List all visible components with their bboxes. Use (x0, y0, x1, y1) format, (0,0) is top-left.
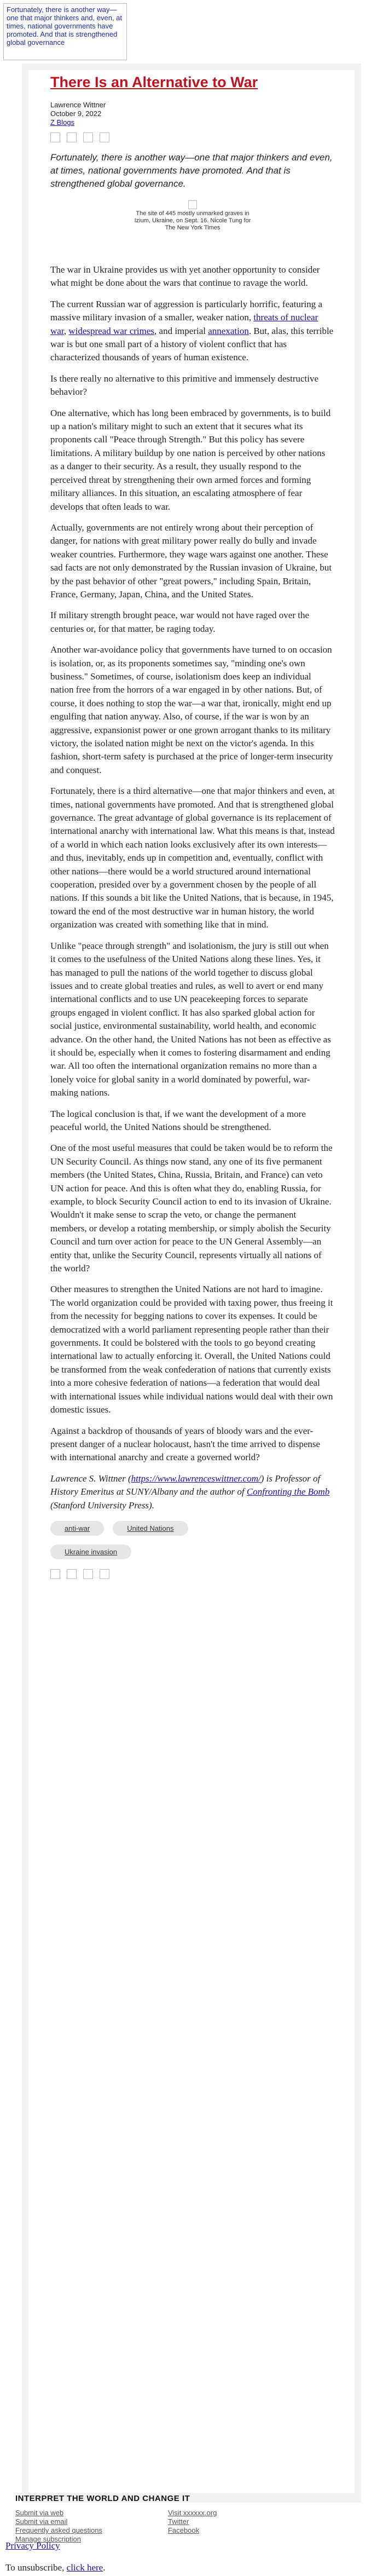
article-body (50, 263, 335, 1512)
paragraph: If military strength brought peace, war would not have raged over the centuries or, for that matter, be raging today. (50, 610, 310, 634)
unsubscribe-link[interactable]: click here (66, 2562, 103, 2573)
paragraph: Unlike "peace through strength" and isolationism, the jury is still out when it comes to the usefulness of the United Nations along these lines. Yes, it has managed to pull the nations of the world together to discuss global issues and to create global treaties and rules, as well to avert or end many international conflicts and to use UN peacekeeping forces to separate groups engaged in violent conflict. It has also sparked global action for social justice, environmental sustainability, world health, and economic advance. On the other hand, the United Nations has not been as effective as it should be, especially when it comes to fostering disarmament and ending war. All too often the international organization remains no more than a lonely voice for global sanity in a world dominated by powerful, war-making nations. (50, 940, 331, 1098)
share-email-icon[interactable] (83, 1569, 93, 1579)
unsubscribe-line: To unsubscribe, click here. (5, 2562, 106, 2573)
paragraph: Is there really no alternative to this primitive and immensely destructive behavior? (50, 373, 319, 397)
book-link[interactable]: Confronting the Bomb (246, 1486, 330, 1497)
article-title[interactable]: There Is an Alternative to War (50, 74, 258, 90)
paragraph: Other measures to strengthen the United Nations are not hard to imagine. The world organization could be provided with taxing power, thus freeing it from the necessity for begging nations to cover its expenses. It could be democratized with a world parliament representing people rather than their governments. It could be bolstered with the tools to go beyond creating international law to actually enforcing it. Overall, the United Nations could be transformed from the weak confederation of nations that currently exists into a more cohesive federation of nations—a federation that would deal with international issues while individual nations would deal with their own domestic issues. (50, 1284, 333, 1415)
privacy-policy-link[interactable]: Privacy Policy (5, 2540, 60, 2551)
paragraph: Actually, governments are not entirely wrong about their perception of danger, for nations with great military power really do bully and invade weaker countries. Furthermore, they wage wars against one another. These sad facts are not only demonstrated by the Russian invasion of Ukraine, but by the past behavior of other "great powers," including Spain, Britain, France, Germany, Japan, China, and the United States. (50, 522, 332, 600)
share-facebook-icon[interactable] (50, 132, 60, 142)
link-nuclear-threats[interactable]: threats of nuclear war (50, 312, 318, 336)
text: To unsubscribe, (5, 2562, 67, 2573)
paragraph: Fortunately, there is a third alternative—one that major thinkers and even, at times, national governments have promoted. And that is strengthened global governance. The great advantage of global governance is its replacement of international anarchy with international law. What this means is that, instead of a world in which each nation looks exclusively after its own interests—and thus, inevitably, ends up in competition and, eventually, conflict with other nations—there would be a world structured around international cooperation, presided over by a government chosen by the people of all nations. If this sounds a bit like the United Nations, that is because, in 1945, toward the end of the most destructive war in human history, the world organization was created with something like that in mind. (50, 786, 335, 930)
broken-image-icon (188, 200, 197, 209)
tag-anti-war[interactable]: anti-war (50, 1521, 104, 1536)
footer (15, 2494, 368, 2544)
tag-list (50, 1521, 231, 1559)
share-print-icon[interactable] (100, 132, 109, 142)
share-facebook-icon[interactable] (50, 1569, 60, 1579)
footer-col-submit (15, 2509, 102, 2544)
text: , and imperial (154, 325, 208, 336)
author-website-link[interactable]: https://www.lawrenceswittner.com/ (131, 1473, 261, 1484)
paragraph: The war in Ukraine provides us with yet another opportunity to consider what might be done about the wars that continue to ravage the world. (50, 264, 320, 289)
submit-web-link[interactable]: Submit via web (15, 2509, 64, 2517)
paragraph: Against a backdrop of thousands of years of bloody wars and the ever-present danger of a nuclear holocaust, hasn't the time arrived to dispense with international anarchy and create a governed world? (50, 1425, 321, 1463)
visit-site-link[interactable]: Visit xxxxxx.org (167, 2509, 217, 2517)
paragraph: One alternative, which has long been embraced by governments, is to build up a nation's military might to such an extent that it secures what its proponents call "Peace through Strength." But this policy has severe limitations. A military buildup by one nation is perceived by other nations as a danger to their security. As a result, they usually respond to the perceived threat by strengthening their own armed forces and forming military alliances. In this situation, an escalating atmosphere of fear develops that often leads to war. (50, 407, 331, 512)
bio-name: Lawrence S. Wittner (50, 1473, 126, 1484)
text: , (63, 325, 69, 336)
facebook-link[interactable]: Facebook (167, 2526, 200, 2534)
author-link[interactable]: Z Blogs (50, 118, 75, 126)
bottom-share-bar (50, 1569, 335, 1579)
article-container (28, 70, 355, 2493)
manage-subscription-link[interactable]: Manage subscription (15, 2535, 81, 2543)
header-image-alt[interactable]: Fortunately, there is another way—one that major thinkers and, even, at times, national governments have promoted. And that is strengthened global governance (3, 3, 127, 60)
link-annexation[interactable]: annexation (208, 325, 249, 336)
text: The current Russian war of aggression is particularly horrific, featuring a massive military invasion of a smaller, weaker nation, (50, 298, 323, 323)
tag-ukraine-invasion[interactable]: Ukraine invasion (50, 1545, 131, 1559)
submit-email-link[interactable]: Submit via email (15, 2517, 68, 2526)
share-twitter-icon[interactable] (67, 1569, 77, 1579)
text: ) is Professor of History Emeritus at SUNY/Albany and the author of (50, 1473, 321, 1497)
text: . But, alas, this terrible war is but one small part of a history of violent conflict that has characterized thousands of years of human existence. (50, 325, 334, 363)
share-bar (50, 132, 335, 142)
author-bio: Lawrence S. Wittner (https://www.lawrenceswittner.com/) is Professor of History Emeritus at SUNY/Albany and the author of Confronting the Bomb (Stanford University Press). (50, 1473, 330, 1511)
share-twitter-icon[interactable] (67, 132, 77, 142)
article-photo (131, 200, 254, 232)
author-name: Lawrence Wittner (50, 101, 106, 109)
faq-link[interactable]: Frequently asked questions (15, 2526, 102, 2534)
twitter-link[interactable]: Twitter (167, 2517, 189, 2526)
tag-united-nations[interactable]: United Nations (113, 1521, 188, 1536)
paragraph (50, 298, 335, 365)
link-war-crimes[interactable]: widespread war crimes (68, 325, 155, 336)
text: (Stanford University Press). (50, 1500, 154, 1511)
paragraph: Another war-avoidance policy that governments have turned to on occasion is isolation, or, as its proponents sometimes say, "minding one's own business." Sometimes, of course, isolationism does keep an individual nation free from the horrors of a war engaged in by other nations. But, of course, it does nothing to stop the war—a war that, ironically, might end up engulfing that nation anyway. Also, of course, if the war is won by an aggressive, expansionist power or one grown arrogant thanks to its military victory, the isolated nation might be next on the victor's agenda. In this fashion, short-term safety is purchased at the price of longer-term insecurity and conquest. (50, 644, 333, 775)
publish-date: October 9, 2022 (50, 110, 102, 118)
photo-caption: The site of 445 mostly unmarked graves in Izium, Ukraine, on Sept. 16. Nicole Tung for The New York Times (134, 210, 251, 231)
footer-heading: INTERPRET THE WORLD AND CHANGE IT (15, 2494, 190, 2503)
footer-col-social (168, 2509, 217, 2544)
paragraph: The logical conclusion is that, if we want the development of a more peaceful world, the United Nations should be strengthened. (50, 1108, 306, 1132)
share-print-icon[interactable] (100, 1569, 109, 1579)
byline (50, 101, 335, 127)
article-lede: Fortunately, there is another way—one that major thinkers and even, at times, national governments have promoted. And that is strengthened global governance. (50, 152, 333, 189)
paragraph: One of the most useful measures that could be taken would be to reform the UN Security Council. As things now stand, any one of its five permanent members (the United States, China, Russia, Britain, and France) can veto UN action for peace. And this is often what they do, enabling Russia, for example, to block Security Council action to end to its invasion of Ukraine. Wouldn't it make sense to scrap the veto, or change the permanent members, or develop a rotating membership, or simply abolish the Security Council and turn over action for peace to the UN General Assembly—an entity that, unlike the Security Council, represents virtually all nations of the world? (50, 1143, 333, 1274)
share-email-icon[interactable] (83, 132, 93, 142)
